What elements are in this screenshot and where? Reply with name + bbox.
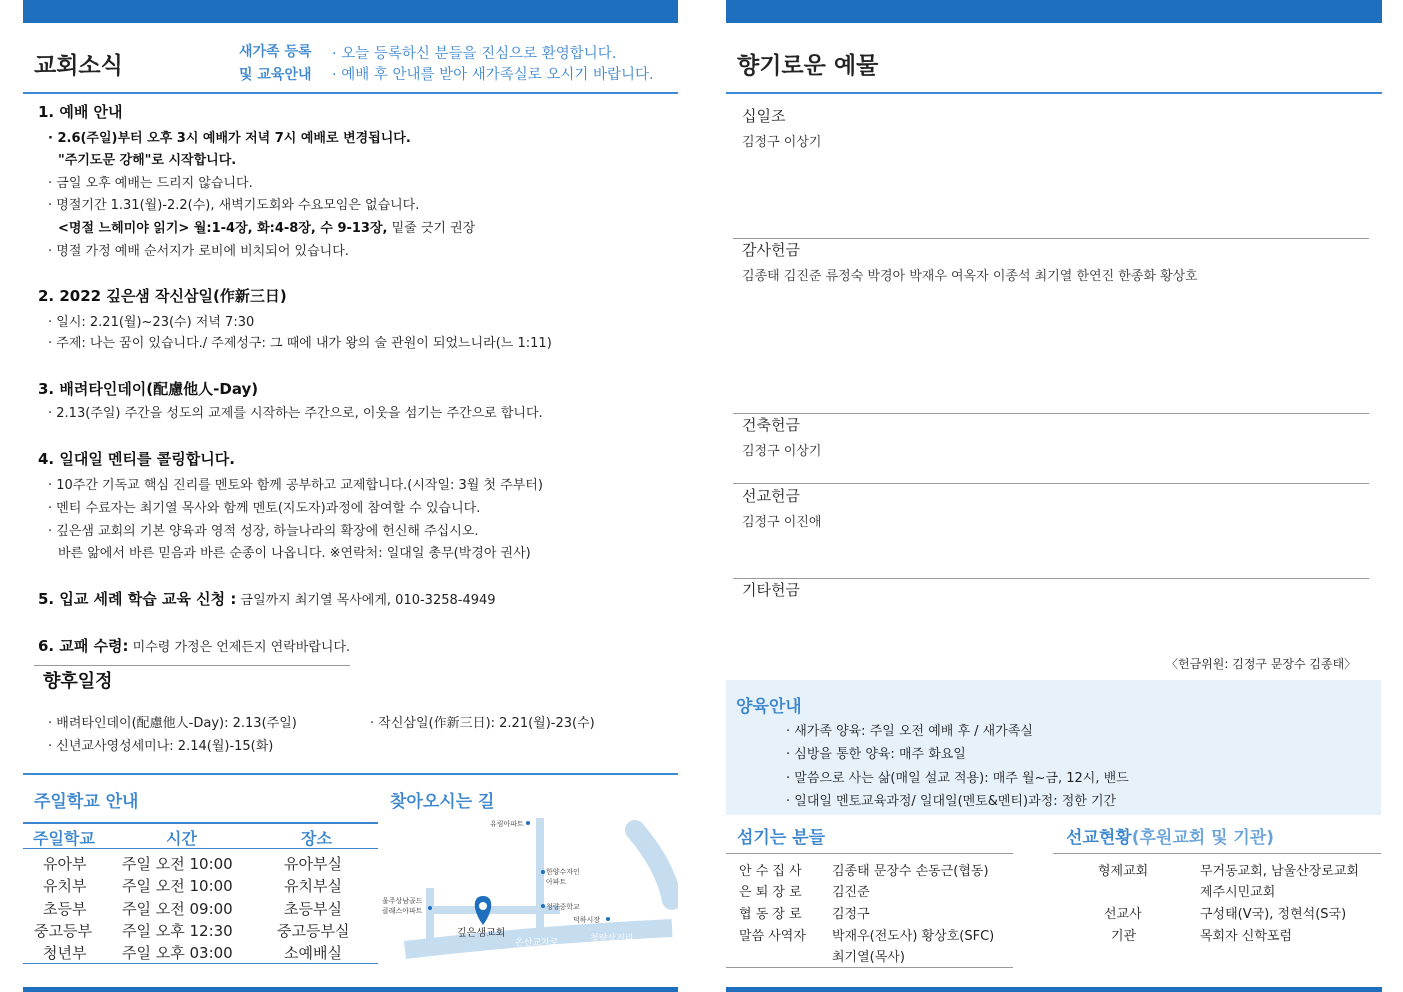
map-dot <box>606 917 610 921</box>
upcoming-item: · 신년교사영성세미나: 2.14(월)-15(화) <box>48 739 274 754</box>
section-1-heading: 1. 예배 안내 <box>38 103 123 121</box>
map-dot <box>541 904 545 908</box>
nurture-item: · 말씀으로 사는 삶(매일 설교 적용): 매주 월~금, 12시, 밴드 <box>786 771 1129 786</box>
server-names: 김정구 <box>832 907 870 922</box>
divider <box>733 578 1369 579</box>
directions-title: 찾아오시는 길 <box>390 792 495 812</box>
section-1-line: · 2.6(주일)부터 오후 3시 예배가 저녁 7시 예배로 변경됩니다. <box>48 131 411 146</box>
offering-committee: 〈헌금위원: 김정구 문장수 김종태〉 <box>1166 657 1357 671</box>
map-road <box>635 830 672 900</box>
table-cell: 소예배실 <box>284 944 342 962</box>
offering-heading: 십일조 <box>742 107 786 125</box>
divider <box>733 238 1369 239</box>
table-cell: 주일 오전 10:00 <box>122 855 233 873</box>
map-label: 울주상남골드 <box>382 897 423 905</box>
divider <box>726 967 1013 968</box>
section-2-line: · 일시: 2.21(월)~23(수) 저녁 7:30 <box>48 315 255 330</box>
server-names: 최기열(목사) <box>832 950 905 965</box>
nurture-item: · 일대일 멘토교육과정/ 일대일(멘토&멘티)과정: 정한 기간 <box>786 794 1117 809</box>
server-names: 박재우(전도사) 황상호(SFC) <box>832 929 995 944</box>
table-cell: 유아부 <box>43 855 87 873</box>
divider <box>23 773 678 775</box>
divider <box>34 665 350 666</box>
section-3-line: · 2.13(주일) 주간을 성도의 교제를 시작하는 주간으로, 이웃을 섬기는 주간으로 합니다. <box>48 406 543 421</box>
map-label: 덕하시장 <box>573 916 601 924</box>
table-cell: 주일 오전 09:00 <box>122 900 233 918</box>
section-6-text: 미수령 가정은 언제든지 연락바랍니다. <box>128 640 351 655</box>
table-cell: 유아부실 <box>284 855 342 873</box>
offering-names: 김정구 이상기 <box>742 135 822 150</box>
section-4-line: · 10주간 기독교 핵심 진리를 멘토와 함께 공부하고 교제합니다.(시작일: 3월 첫 주부터) <box>48 478 543 493</box>
upcoming-title: 향후일정 <box>43 671 113 692</box>
mission-names: 구성태(V국), 정현석(S국) <box>1200 907 1347 922</box>
map-road-label: 청량삼거리 <box>590 934 634 944</box>
section-1-line <box>58 217 475 236</box>
map-label: 아파트 <box>546 878 567 886</box>
bottom-bar-right <box>726 987 1382 992</box>
offering-heading: 선교헌금 <box>742 487 800 505</box>
table-cell: 청년부 <box>43 944 87 962</box>
mission-type: 기관 <box>1111 929 1137 944</box>
section-6 <box>38 635 350 656</box>
mission-names: 무거동교회, 남울산장로교회 <box>1200 864 1359 879</box>
map-label: 청량중학교 <box>546 903 580 911</box>
table-bottom-rule <box>23 963 378 964</box>
offering-heading: 기타헌금 <box>742 581 800 599</box>
divider <box>733 413 1369 414</box>
map-label: 한양수자인 <box>546 868 580 876</box>
offering-names: 김정구 이상기 <box>742 444 822 459</box>
location-map <box>380 810 678 970</box>
offerings-title: 향기로운 예물 <box>737 53 879 79</box>
map-label: 유림아파트 <box>490 820 524 828</box>
nurture-item: · 새가족 양육: 주일 오전 예배 후 / 새가족실 <box>786 724 1033 739</box>
location-pin-icon <box>475 896 492 925</box>
sunday-school-title: 주일학교 안내 <box>34 792 139 812</box>
section-2-line: · 주제: 나는 꿈이 있습니다./ 주제성구: 그 때에 내가 왕의 술 관원이 되었느니라(느 1:11) <box>48 336 552 351</box>
upcoming-item: · 배려타인데이(配慮他人-Day): 2.13(주일) <box>48 716 297 731</box>
map-road-label: 온산교차로 <box>515 938 559 948</box>
server-role: 협 동 장 로 <box>739 907 802 922</box>
mission-title <box>1066 823 1274 848</box>
table-cell: 주일 오후 03:00 <box>122 944 233 962</box>
welcome-line-1: · 오늘 등록하신 분들을 진심으로 환영합니다. <box>332 46 617 62</box>
table-cell: 초등부 <box>43 900 87 918</box>
table-cell: 중고등부실 <box>277 922 350 940</box>
section-2-heading: 2. 2022 깊은샘 작신삼일(作新三日) <box>38 287 287 305</box>
offering-heading: 감사헌금 <box>742 241 800 259</box>
section-4-line: · 멘티 수료자는 최기열 목사와 함께 멘토(지도자)과정에 참여할 수 있습니다. <box>48 501 481 516</box>
servers-title: 섬기는 분들 <box>737 828 826 848</box>
divider <box>726 853 1013 854</box>
welcome-label-2: 및 교육안내 <box>239 67 312 83</box>
table-cell: 주일 오전 10:00 <box>122 877 233 895</box>
reading-plan: <명절 느헤미야 읽기> 월:1-4장, 화:4-8장, 수 9-13장, <box>58 221 388 236</box>
section-1-line: · 금일 오후 예배는 드리지 않습니다. <box>48 176 253 191</box>
upcoming-item: · 작신삼일(作新三日): 2.21(월)-23(수) <box>370 716 595 731</box>
table-header-dept: 주일학교 <box>33 829 95 848</box>
bottom-bar-left <box>23 987 678 992</box>
server-role: 말씀 사역자 <box>739 929 806 944</box>
mission-title-sub: (후원교회 및 기관) <box>1131 828 1275 848</box>
section-5-text: 금일까지 최기열 목사에게, 010-3258-4949 <box>236 593 496 608</box>
map-church-label: 깊은샘교회 <box>457 928 506 939</box>
server-names: 김종태 문장수 손동근(협동) <box>832 864 989 879</box>
section-4-heading: 4. 일대일 멘티를 콜링합니다. <box>38 450 235 468</box>
server-role: 은 퇴 장 로 <box>739 885 802 900</box>
map-dot <box>428 906 432 910</box>
table-header-rule <box>23 848 378 849</box>
offering-names: 김정구 이진애 <box>742 515 822 530</box>
church-news-title: 교회소식 <box>34 53 123 79</box>
divider <box>1053 853 1381 854</box>
nurture-item: · 심방을 통한 양육: 매주 화요일 <box>786 747 966 762</box>
mission-names: 제주시민교회 <box>1200 885 1276 900</box>
divider <box>23 92 678 94</box>
mission-names: 목회자 신학포럼 <box>1200 929 1293 944</box>
welcome-line-2: · 예배 후 안내를 받아 새가족실로 오시기 바랍니다. <box>332 67 654 83</box>
table-top-rule <box>23 822 378 824</box>
table-cell: 유치부실 <box>284 877 342 895</box>
table-cell: 중고등부 <box>34 922 92 940</box>
table-header-place: 장소 <box>301 829 332 848</box>
section-1-line: "주기도문 강해"로 시작합니다. <box>58 153 237 168</box>
section-3-heading: 3. 배려타인데이(配慮他人-Day) <box>38 380 259 398</box>
section-4-line: · 깊은샘 교회의 기본 양육과 영적 성장, 하늘나라의 확장에 헌신해 주십시오. <box>48 524 479 539</box>
section-1-line: · 명절 가정 예배 순서지가 로비에 비치되어 있습니다. <box>48 244 349 259</box>
mission-title-main: 선교현황 <box>1066 828 1132 848</box>
divider <box>733 483 1369 484</box>
table-header-time: 시간 <box>166 829 197 848</box>
top-bar-left <box>23 0 678 23</box>
map-label: 클래스아파트 <box>382 907 423 915</box>
server-role: 안 수 집 사 <box>739 864 802 879</box>
map-dot <box>526 821 530 825</box>
offering-names: 김종태 김진준 류정숙 박경아 박재우 여옥자 이종석 최기열 한연진 한종화 황상호 <box>742 269 1198 284</box>
table-cell: 초등부실 <box>284 900 342 918</box>
table-cell: 주일 오후 12:30 <box>122 922 233 940</box>
mission-type: 선교사 <box>1104 907 1142 922</box>
reading-note: 밑줄 긋기 권장 <box>387 221 476 236</box>
nurture-title: 양육안내 <box>736 697 802 717</box>
mission-type: 형제교회 <box>1098 864 1149 879</box>
server-names: 김진준 <box>832 885 870 900</box>
offering-heading: 건축헌금 <box>742 416 800 434</box>
section-6-heading: 6. 교패 수령: <box>38 637 129 655</box>
table-cell: 유치부 <box>43 877 87 895</box>
welcome-label-1: 새가족 등록 <box>239 44 312 60</box>
section-4-line: 바른 앎에서 바른 믿음과 바른 순종이 나옵니다. ※연락처: 일대일 총무(박경아 권사) <box>58 546 531 561</box>
map-dot <box>541 870 545 874</box>
section-5-heading: 5. 입교 세례 학습 교육 신청 : <box>38 590 237 608</box>
section-1-line: · 명절기간 1.31(월)-2.2(수), 새벽기도회와 수요모임은 없습니다. <box>48 198 420 213</box>
top-bar-right <box>726 0 1382 23</box>
section-5 <box>38 588 496 609</box>
divider <box>726 92 1382 94</box>
